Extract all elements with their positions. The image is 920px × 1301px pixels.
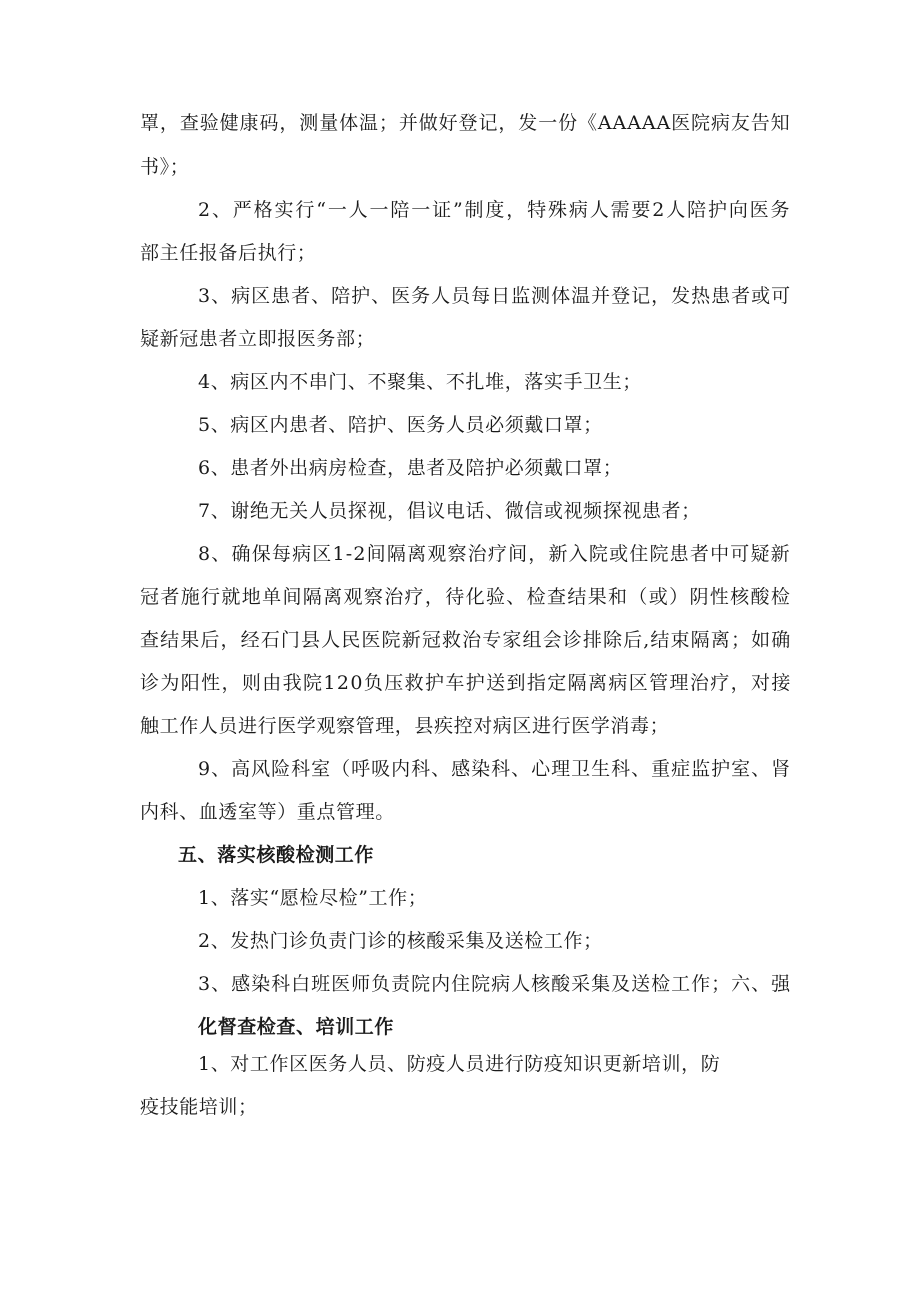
section-heading-supervision: 化督查检查、培训工作 (198, 1016, 395, 1038)
text-line: 疑新冠患者立即报医务部； (140, 328, 376, 350)
text-line: 部主任报备后执行； (140, 242, 317, 264)
text-line: 查结果后，经石门县人民医院新冠救治专家组会诊排除后,结束隔离；如确 (140, 629, 792, 651)
text-line: 8、确保每病区1-2间隔离观察治疗间，新入院或住院患者中可疑新 (198, 543, 791, 565)
text-line: 3、病区患者、陪护、医务人员每日监测体温并登记，发热患者或可 (198, 285, 792, 307)
text-line: 疫技能培训； (140, 1096, 258, 1118)
section-heading-nucleic-acid: 五、落实核酸检测工作 (178, 844, 375, 866)
text-line: 罩，查验健康码，测量体温；并做好登记，发一份《AAAAA医院病友告知 (140, 112, 791, 134)
text-line: 3、感染科白班医师负责院内住院病人核酸采集及送检工作；六、强 (198, 973, 792, 995)
text-line: 1、落实“愿检尽检”工作； (198, 887, 428, 909)
text-line: 2、发热门诊负责门诊的核酸采集及送检工作； (198, 930, 603, 952)
text-line: 5、病区内患者、陪护、医务人员必须戴口罩； (198, 414, 603, 436)
text-line: 冠者施行就地单间隔离观察治疗，待化验、检查结果和（或）阴性核酸检 (140, 586, 792, 608)
text-line: 诊为阳性，则由我院120负压救护车护送到指定隔离病区管理治疗，对接 (140, 672, 792, 694)
text-line: 6、患者外出病房检查，患者及陪护必须戴口罩； (198, 457, 623, 479)
text-line: 内科、血透室等）重点管理。 (140, 801, 395, 823)
text-line: 9、高风险科室（呼吸内科、感染科、心理卫生科、重症监护室、肾 (198, 758, 792, 780)
text-line: 1、对工作区医务人员、防疫人员进行防疫知识更新培训，防 (198, 1053, 721, 1075)
text-line: 触工作人员进行医学观察管理，县疾控对病区进行医学消毒； (140, 715, 670, 737)
text-line: 7、谢绝无关人员探视，倡议电话、微信或视频探视患者； (198, 500, 701, 522)
text-line: 4、病区内不串门、不聚集、不扎堆，落实手卫生； (198, 371, 642, 393)
text-line: 书》； (140, 156, 190, 178)
text-line: 2、严格实行“一人一陪一证”制度，特殊病人需要2人陪护向医务 (198, 199, 792, 221)
